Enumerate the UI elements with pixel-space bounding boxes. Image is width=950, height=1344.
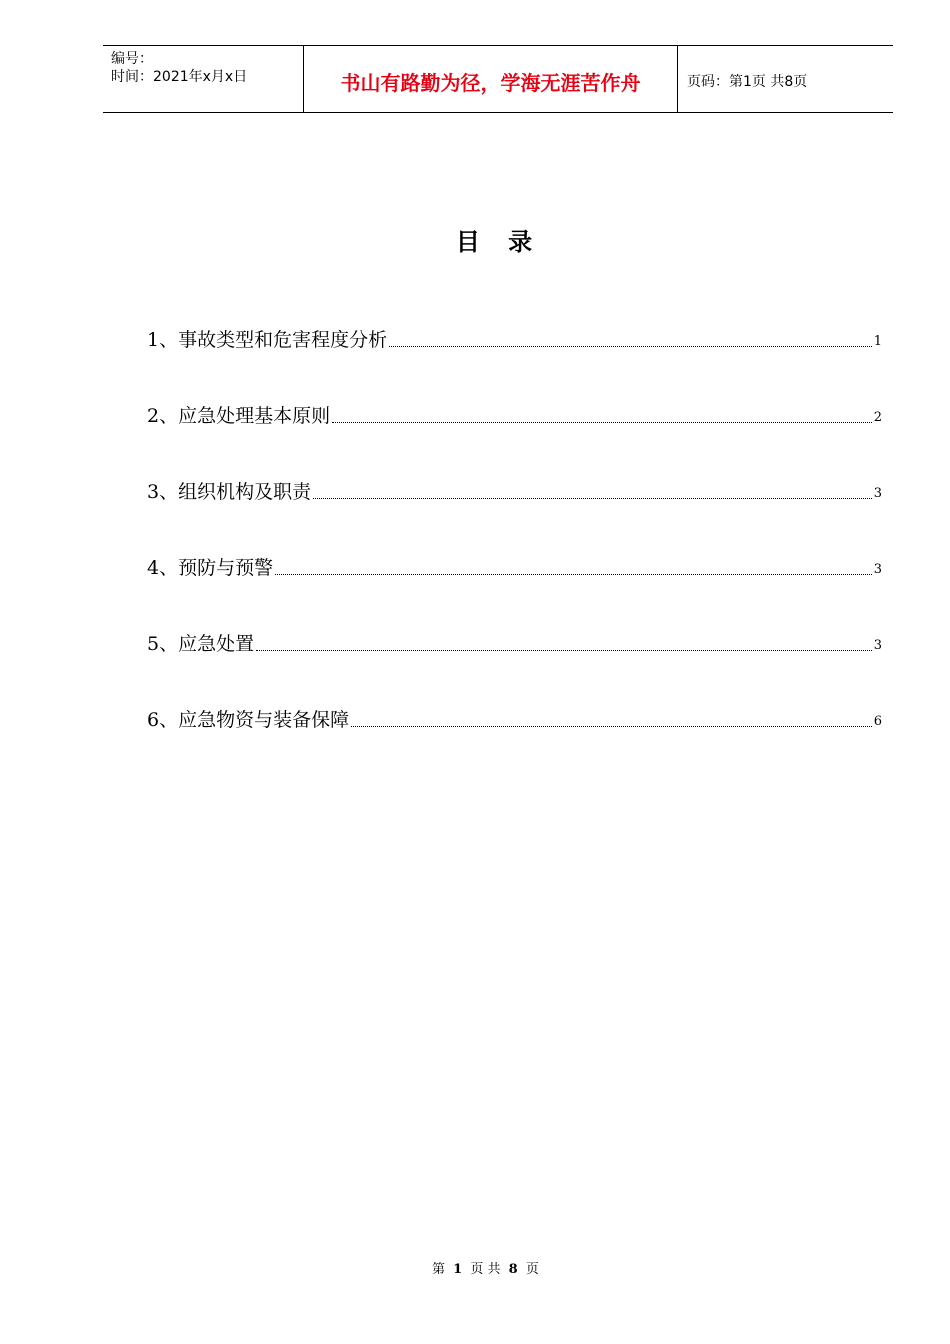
toc-item[interactable] xyxy=(147,656,882,732)
date-label: 时间：2021年x月x日 xyxy=(111,69,248,85)
toc-item-label: 3、组织机构及职责 xyxy=(147,481,312,503)
toc-item[interactable] xyxy=(147,504,882,580)
toc-item-label: 2、应急处理基本原则 xyxy=(147,405,331,427)
table-of-contents xyxy=(147,322,882,732)
serial-number-label: 编号： xyxy=(111,51,153,67)
toc-item-page: 3 xyxy=(873,486,882,501)
toc-leader-dots xyxy=(332,421,872,423)
toc-leader-dots xyxy=(313,497,872,499)
toc-item-page: 6 xyxy=(873,714,882,729)
toc-item-page: 3 xyxy=(873,562,882,577)
header-motto: 书山有路勤为径，学海无涯苦作舟 xyxy=(304,46,678,112)
header-meta-cell xyxy=(103,46,304,112)
footer-prefix: 第 xyxy=(432,1262,446,1277)
page-footer xyxy=(0,1258,950,1277)
toc-leader-dots xyxy=(389,345,872,347)
toc-leader-dots xyxy=(351,725,872,727)
toc-item-page: 1 xyxy=(873,334,882,349)
toc-item[interactable] xyxy=(147,322,882,352)
footer-current-page: 1 xyxy=(453,1262,463,1277)
toc-item-label: 1、事故类型和危害程度分析 xyxy=(147,329,388,351)
footer-suffix: 页 xyxy=(525,1262,539,1277)
toc-item-label: 5、应急处置 xyxy=(147,633,255,655)
toc-item[interactable] xyxy=(147,428,882,504)
toc-item-label: 6、应急物资与装备保障 xyxy=(147,709,350,731)
toc-title: 目 录 xyxy=(455,227,543,256)
toc-item[interactable] xyxy=(147,580,882,656)
footer-mid: 页 共 xyxy=(470,1262,501,1277)
footer-total-pages: 8 xyxy=(508,1262,518,1277)
header-page-info: 页码：第1页 共8页 xyxy=(687,74,808,90)
toc-item-page: 2 xyxy=(873,410,882,425)
toc-item[interactable] xyxy=(147,352,882,428)
toc-leader-dots xyxy=(256,649,872,651)
toc-item-page: 3 xyxy=(873,638,882,653)
toc-leader-dots xyxy=(275,573,872,575)
document-header xyxy=(103,45,893,113)
toc-item-label: 4、预防与预警 xyxy=(147,557,274,579)
